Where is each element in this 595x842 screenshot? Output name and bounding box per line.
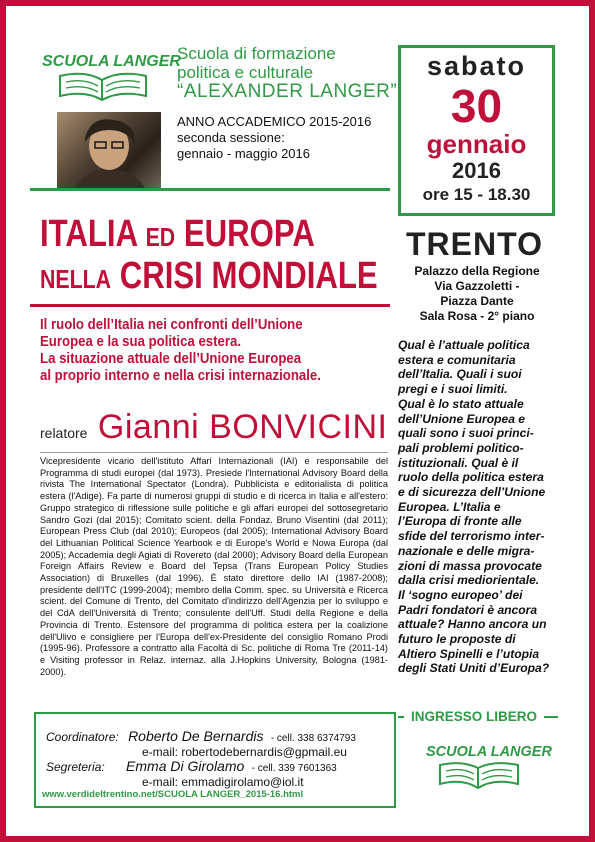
school-title-line1: Scuola di formazione	[177, 44, 336, 63]
secretary-row	[46, 758, 337, 774]
academic-year	[177, 114, 371, 162]
school-title-line3: “ALEXANDER LANGER”	[177, 81, 398, 102]
question-line: Il ‘sogno europeo’ dei	[398, 587, 523, 602]
date-year: 2016	[452, 158, 501, 183]
scuola-langer-logo-bottom	[422, 738, 552, 790]
question-line: nazionale e delle migra-	[398, 543, 535, 558]
date-weekday: sabato	[426, 51, 527, 81]
location-city: TRENTO	[406, 226, 543, 262]
logo-text: SCUOLA LANGER	[42, 53, 181, 70]
subtitle-line: La situazione attuale dell’Unione Europea	[40, 350, 302, 367]
divider-red	[30, 304, 390, 307]
location-line3: Piazza Dante	[440, 294, 514, 308]
question-line: dell’Italia. Quali i suoi	[398, 367, 522, 382]
free-entry	[404, 708, 544, 726]
speaker	[40, 408, 387, 447]
main-title-line1	[40, 214, 315, 257]
secretary-label: Segreteria:	[46, 760, 105, 774]
subtitle-line: Europea e la sua politica estera.	[40, 333, 242, 350]
question-line: l’Europa di fronte alle	[398, 514, 522, 529]
question-line: ruolo della politica estera	[398, 470, 544, 485]
question-line: dalla crisi mediorientale.	[398, 573, 540, 588]
subtitle-line: Il ruolo dell’Italia nei confronti dell’Unione	[40, 316, 303, 333]
location-line1: Palazzo della Regione	[414, 264, 540, 278]
coordinator-row	[46, 728, 356, 744]
title-italia: ITALIA	[40, 213, 137, 255]
title-ed: ED	[145, 222, 176, 252]
question-line: Qual è lo stato attuale	[398, 396, 524, 411]
secretary-email[interactable]: e-mail: emmadigirolamo@iol.it	[142, 775, 304, 789]
secretary-cell: - cell. 339 7601363	[251, 763, 337, 774]
question-line: Padri fondatori è ancora	[398, 602, 538, 617]
secretary-name: Emma Di Girolamo	[126, 758, 245, 774]
speaker-divider	[40, 452, 388, 453]
question-line: estera e comunitaria	[398, 352, 516, 367]
main-title-line2	[40, 256, 378, 299]
subtitle	[40, 316, 390, 384]
question-line: futuro le proposte di	[398, 632, 516, 647]
coordinator-cell: - cell. 338 6374793	[270, 733, 356, 744]
question-line: pali problemi politico-	[398, 440, 524, 455]
speaker-bio: Vicepresidente vicario dell'istituto Affari Internazionali (IAI) e responsabile del Programma di studi europei (dal 1973). Presiede l'International Advisory Board della rivista The International Spectator (Londra). Pubblicista e editorialista di politica estera (l'Adige). Fa parte di numerosi gruppi di studio e di ricerca in Italia e all'estero: Gruppo strategico di riflessione sulle politiche e gli affari europei del sottosegretario Sandro Gozi (dal 2015); Comitato scient. della Fondaz. Bruno Visentini (dal 2011); European Press Club (dal 2010); Europeos (dal 2005); International Advisory Board del Lithuanian Political Science Yearbook e di Europe's World e Nowa Europa (dal 2005); Accademia degli Agiati di Rovereto (dal 2000); Advisory Board della European Foreign Affairs Review e Board del Tepsa (Trans European Policy Studies Association) di Bruxelles (dal 1996). È stato direttore dello IAI (1987-2008); presidente dell'ITC (1999-2004); membro della Comm. spec. su Università e Ricerca scient. del Comune di Trento, del Comitato d'indirizzo dell'Agenzia per lo sviluppo e del CdA dell'Università di Trento; consulente dell'Uff. Studi della Regione e della Provincia di Trento. Estensore del programma di politica estera per la coalizione dell'Ulivo e consigliere per l'Europa dell'ex-Presidente del consiglio Romano Prodi (1995-96). Professore a contratto alla Facoltà di Sc. politiche di Roma Tre (2011-14) e Visiting professor in Relaz. internaz. alla J.Hopkins University, Bologna (1981-2000).	[40, 456, 388, 677]
question-line: Altiero Spinelli e l’utopia	[398, 646, 540, 661]
question-line: sfide del terrorismo inter-	[398, 529, 545, 544]
location-line2: Via Gazzoletti -	[434, 279, 520, 293]
sessione-line1: seconda sessione:	[177, 130, 285, 145]
date-day: 30	[450, 80, 503, 132]
website-link[interactable]: www.verdideltrentino.net/SCUOLA LANGER_2015-16.html	[42, 789, 304, 800]
sessione-line2: gennaio - maggio 2016	[177, 146, 310, 161]
title-crisi-mondiale: CRISI MONDIALE	[119, 255, 378, 297]
location-address	[402, 264, 552, 324]
title-nella: NELLA	[40, 264, 112, 294]
date-box	[398, 45, 555, 216]
coordinator-label: Coordinatore:	[46, 730, 119, 744]
location-line4: Sala Rosa - 2° piano	[419, 309, 535, 323]
logo-bottom-text: SCUOLA LANGER	[426, 744, 552, 760]
school-title-line2: politica e culturale	[177, 63, 314, 82]
speaker-portrait	[57, 112, 161, 188]
question-line: attuale? Hanno ancora un	[398, 617, 547, 632]
subtitle-line: al proprio interno e nella crisi internazionale.	[40, 367, 321, 384]
question-line: degli Stati Uniti d’Europa?	[398, 661, 550, 676]
question-line: Qual è l’attuale politica	[398, 338, 530, 352]
school-title	[177, 44, 397, 101]
question-line: zioni di massa provocate	[398, 558, 542, 573]
scuola-langer-logo	[40, 46, 181, 104]
coordinator-name: Roberto De Bernardis	[128, 728, 264, 744]
speaker-name: Gianni BONVICINI	[97, 408, 388, 446]
contacts-box	[34, 712, 396, 808]
coordinator-email[interactable]: e-mail: robertodebernardis@gpmail.eu	[142, 745, 347, 759]
question-line: e di sicurezza dell’Unione	[398, 485, 546, 500]
divider-green	[30, 188, 390, 191]
question-line: istituzionali. Qual è il	[398, 455, 519, 470]
question-line: quali sono i suoi princi-	[398, 426, 534, 441]
date-time: ore 15 - 18.30	[422, 185, 531, 204]
anno-line: ANNO ACCADEMICO 2015-2016	[177, 114, 372, 129]
question-line: pregi e i suoi limiti.	[398, 382, 508, 397]
title-europa: EUROPA	[183, 213, 315, 255]
free-entry-label: INGRESSO LIBERO	[410, 709, 537, 724]
speaker-label: relatore	[40, 425, 88, 441]
questions-text	[398, 338, 558, 676]
question-line: Europea. L’Italia e	[398, 499, 501, 514]
date-month: gennaio	[426, 129, 527, 159]
question-line: dell’Unione Europea e	[398, 411, 526, 426]
